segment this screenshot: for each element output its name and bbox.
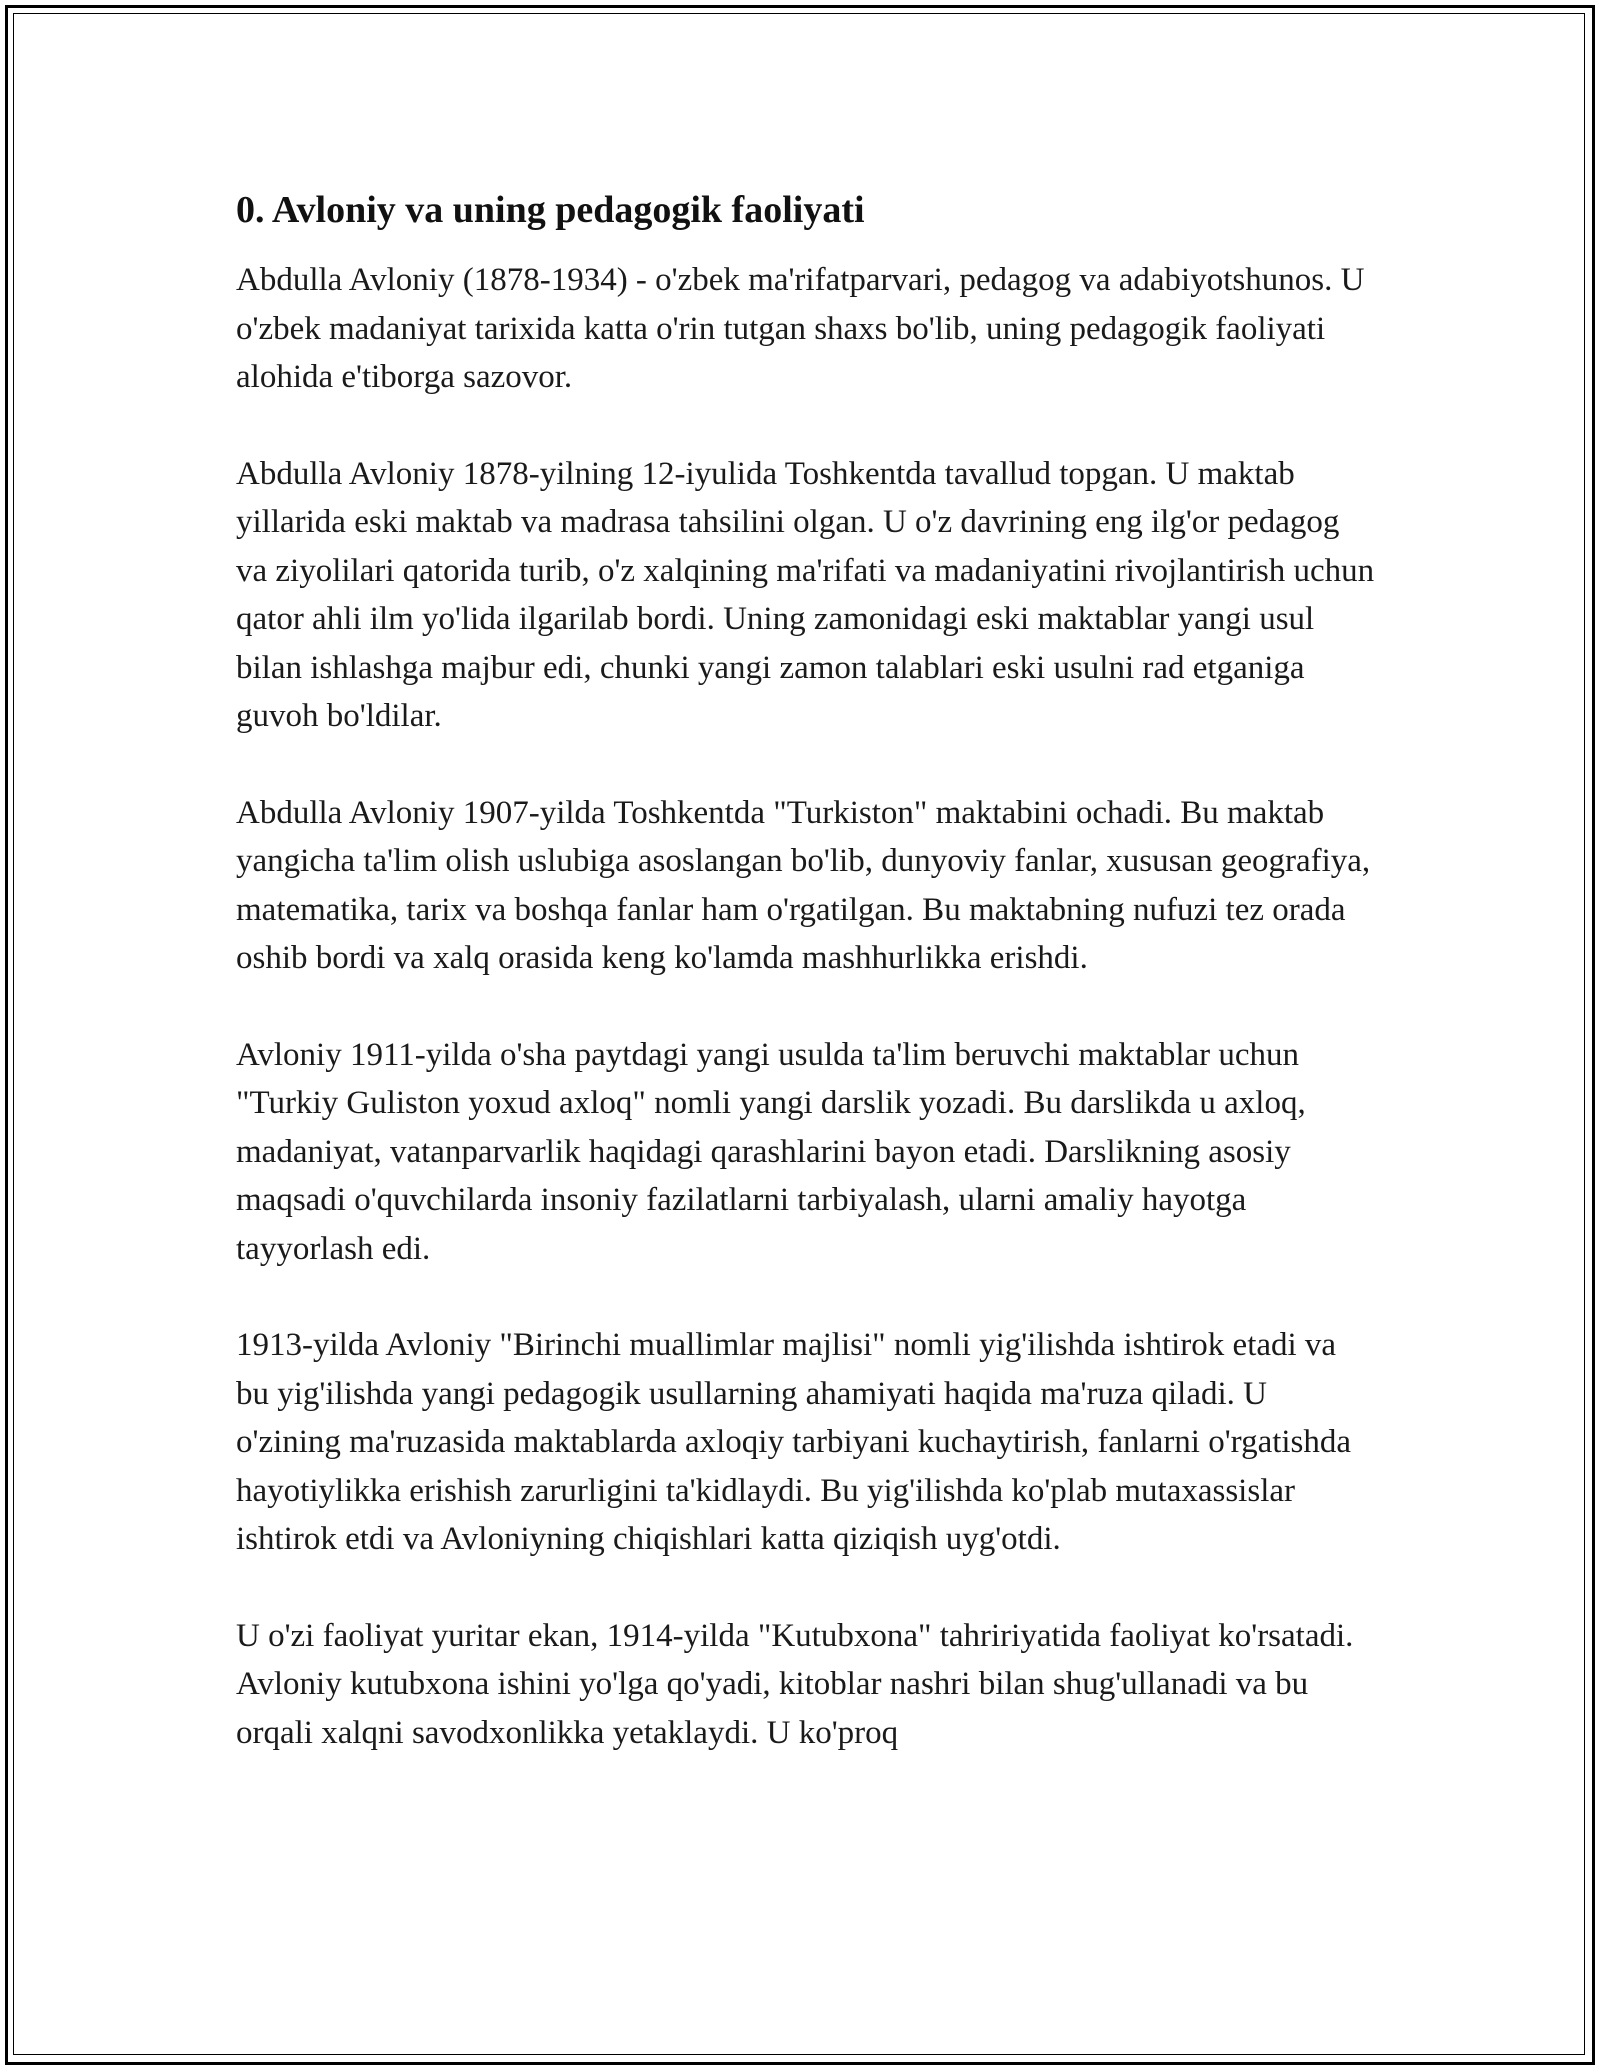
paragraph-turkiston-school: Abdulla Avloniy 1907-yilda Toshkentda "Turkiston" maktabini ochadi. Bu maktab yangicha ta'lim olish uslubiga asoslangan bo'lib, dunyoviy fanlar, xususan geografiya, matematika, tarix va boshqa fanlar ham o'rgatilgan. Bu maktabning nufuzi tez orada oshib bordi va xalq orasida keng ko'lamda mashhurlikka erishdi.: [236, 794, 1371, 976]
paragraph-intro: Abdulla Avloniy (1878-1934) - o'zbek ma'rifatparvari, pedagog va adabiyotshunos. U o'zbek madaniyat tarixida katta o'rin tutgan shaxs bo'lib, uning pedagogik faoliyati alohida e'tiborga sazovor.: [236, 262, 1365, 395]
document-body: [236, 186, 1376, 1805]
paragraph-teachers-meeting: 1913-yilda Avloniy "Birinchi muallimlar majlisi" nomli yig'ilishda ishtirok etadi va bu yig'ilishda yangi pedagogik usullarning ahamiyati haqida ma'ruza qiladi. U o'zining ma'ruzasida maktablarda axloqiy tarbiyani kuchaytirish, fanlarni o'rgatishda hayotiylikka erishish zarurligini ta'kidlaydi. Bu yig'ilishda ko'plab mutaxassislar ishtirok etdi va Avloniyning chiqishlari katta qiziqish uyg'otdi.: [236, 1327, 1352, 1557]
paragraph-textbook: Avloniy 1911-yilda o'sha paytdagi yangi usulda ta'lim beruvchi maktablar uchun "Turkiy Guliston yoxud axloq" nomli yangi darslik yozadi. Bu darslikda u axloq, madaniyat, vatanparvarlik haqidagi qarashlarini bayon etadi. Darslikning asosiy maqsadi o'quvchilarda insoniy fazilatlarni tarbiyalash, ularni amaliy hayotga tayyorlash edi.: [236, 1036, 1306, 1267]
paragraph-kutubxona: U o'zi faoliyat yuritar ekan, 1914-yilda "Kutubxona" tahririyatida faoliyat ko'rsatadi. Avloniy kutubxona ishini yo'lga qo'yadi, kitoblar nashri bilan shug'ullanadi va bu orqali xalqni savodxonlikka yetaklaydi. U ko'proq: [236, 1617, 1354, 1751]
document-title: 0. Avloniy va uning pedagogik faoliyati: [236, 189, 865, 231]
paragraph-biography: Abdulla Avloniy 1878-yilning 12-iyulida Toshkentda tavallud topgan. U maktab yillarida eski maktab va madrasa tahsilini olgan. U o'z davrining eng ilg'or pedagog va ziyolilari qatorida turib, o'z xalqining ma'rifati va madaniyatini rivojlantirish uchun qator ahli ilm yo'lida ilgarilab bordi. Uning zamonidagi eski maktablar yangi usul bilan ishlashga majbur edi, chunki yangi zamon talablari eski usulni rad etganiga guvoh bo'ldilar.: [236, 455, 1375, 734]
